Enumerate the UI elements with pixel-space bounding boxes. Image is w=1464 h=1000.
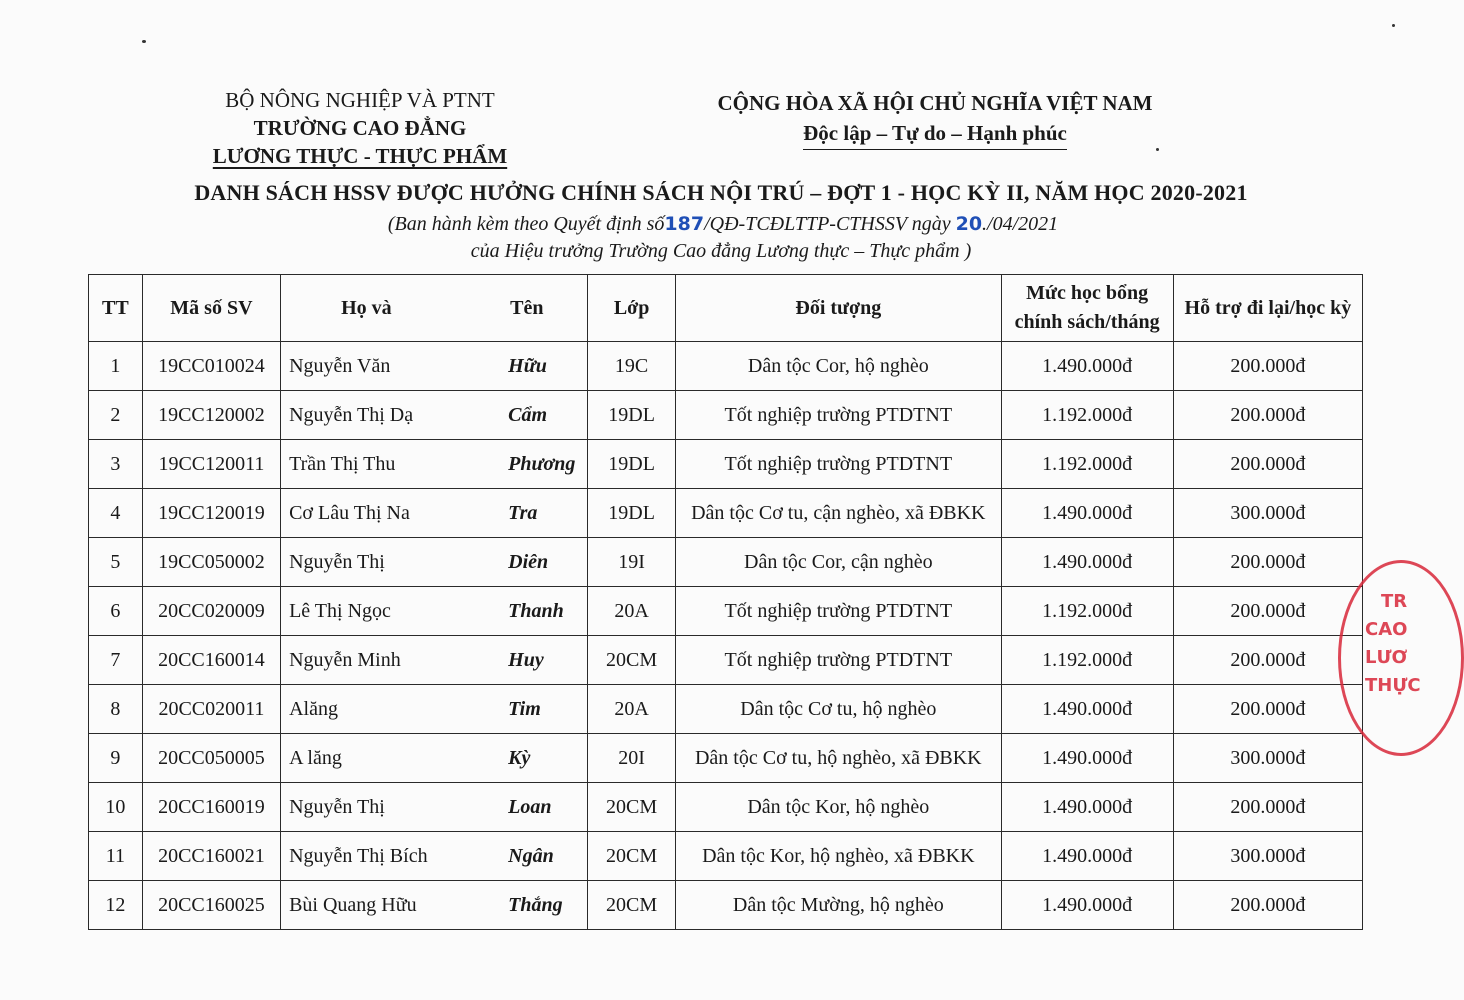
cell-travel-support: 200.000đ [1173, 440, 1362, 489]
cell-travel-support: 300.000đ [1173, 489, 1362, 538]
cell-scholarship: 1.490.000đ [1001, 342, 1173, 391]
cell-given-name: Thanh [504, 587, 587, 636]
header-tt: TT [89, 275, 143, 342]
cell-tt: 10 [89, 783, 143, 832]
cell-scholarship: 1.490.000đ [1001, 489, 1173, 538]
cell-travel-support: 200.000đ [1173, 636, 1362, 685]
stamp-text-4: THỰC [1365, 675, 1421, 696]
cell-scholarship: 1.192.000đ [1001, 391, 1173, 440]
cell-scholarship: 1.490.000đ [1001, 783, 1173, 832]
cell-scholarship: 1.490.000đ [1001, 538, 1173, 587]
table-row [89, 832, 1363, 881]
decision-text-2: /QĐ-TCĐLTTP-CTHSSV ngày [704, 213, 951, 235]
cell-surname: Trần Thị Thu [281, 440, 505, 489]
cell-class: 20CM [588, 783, 676, 832]
cell-travel-support: 200.000đ [1173, 783, 1362, 832]
table-row [89, 391, 1363, 440]
header-class: Lớp [588, 275, 676, 342]
cell-category: Dân tộc Cor, cận nghèo [676, 538, 1002, 587]
header-surname: Họ và [281, 275, 505, 342]
cell-category: Tốt nghiệp trường PTDTNT [676, 587, 1002, 636]
cell-surname: Nguyễn Minh [281, 636, 505, 685]
cell-tt: 3 [89, 440, 143, 489]
cell-surname: Nguyễn Thị Bích [281, 832, 505, 881]
cell-scholarship: 1.192.000đ [1001, 636, 1173, 685]
cell-scholarship: 1.490.000đ [1001, 832, 1173, 881]
cell-tt: 6 [89, 587, 143, 636]
cell-given-name: Thắng [504, 881, 587, 930]
cell-travel-support: 200.000đ [1173, 538, 1362, 587]
national-heading [690, 88, 1180, 150]
cell-surname: Bùi Quang Hữu [281, 881, 505, 930]
cell-student-id: 19CC050002 [142, 538, 280, 587]
cell-travel-support: 200.000đ [1173, 587, 1362, 636]
header-scholarship-line2: chính sách/tháng [1014, 311, 1160, 333]
decision-issuer: của Hiệu trưởng Trường Cao đẳng Lương thực – Thực phẩm ) [470, 240, 972, 262]
cell-tt: 2 [89, 391, 143, 440]
cell-surname: Nguyễn Thị [281, 783, 505, 832]
red-seal-stamp [1338, 560, 1464, 756]
cell-category: Dân tộc Cơ tu, hộ nghèo, xã ĐBKK [676, 734, 1002, 783]
cell-scholarship: 1.490.000đ [1001, 881, 1173, 930]
cell-tt: 5 [89, 538, 143, 587]
stamp-text-1: TR [1381, 591, 1408, 612]
ministry-name: BỘ NÔNG NGHIỆP VÀ PTNT [225, 88, 495, 112]
cell-class: 20I [588, 734, 676, 783]
cell-category: Dân tộc Cơ tu, cận nghèo, xã ĐBKK [676, 489, 1002, 538]
cell-given-name: Tim [504, 685, 587, 734]
cell-scholarship: 1.490.000đ [1001, 734, 1173, 783]
cell-tt: 4 [89, 489, 143, 538]
table-row [89, 783, 1363, 832]
cell-student-id: 19CC120011 [142, 440, 280, 489]
cell-class: 20CM [588, 881, 676, 930]
cell-travel-support: 300.000đ [1173, 832, 1362, 881]
cell-class: 19DL [588, 391, 676, 440]
scan-speck [1156, 148, 1159, 151]
cell-class: 19C [588, 342, 676, 391]
scan-speck [142, 40, 146, 43]
cell-surname: Alăng [281, 685, 505, 734]
table-row [89, 587, 1363, 636]
table-row [89, 440, 1363, 489]
header-given-name: Tên [504, 275, 587, 342]
decision-text-3: ./04/2021 [982, 213, 1059, 235]
table-row [89, 636, 1363, 685]
cell-travel-support: 200.000đ [1173, 685, 1362, 734]
table-row [89, 685, 1363, 734]
stamp-text-2: CAO [1365, 619, 1408, 640]
student-list-table [88, 274, 1363, 930]
header-category: Đối tượng [676, 275, 1002, 342]
cell-scholarship: 1.490.000đ [1001, 685, 1173, 734]
header-scholarship-line1: Mức học bổng [1026, 282, 1149, 304]
cell-tt: 8 [89, 685, 143, 734]
decision-day-handwritten: 20 [955, 213, 983, 235]
cell-category: Dân tộc Cơ tu, hộ nghèo [676, 685, 1002, 734]
cell-travel-support: 200.000đ [1173, 391, 1362, 440]
decision-reference [0, 213, 1446, 236]
cell-given-name: Phương [504, 440, 587, 489]
cell-given-name: Kỳ [504, 734, 587, 783]
school-name-line2 [180, 142, 540, 170]
cell-tt: 1 [89, 342, 143, 391]
table-row [89, 734, 1363, 783]
cell-given-name: Diên [504, 538, 587, 587]
cell-travel-support: 200.000đ [1173, 881, 1362, 930]
cell-class: 20CM [588, 832, 676, 881]
cell-surname: Cơ Lâu Thị Na [281, 489, 505, 538]
cell-scholarship: 1.192.000đ [1001, 440, 1173, 489]
table-body [89, 342, 1363, 930]
cell-class: 20A [588, 685, 676, 734]
school-name-text: LƯƠNG THỰC - THỰC PHẨM [212, 144, 508, 168]
issuing-authority [180, 86, 540, 170]
school-name-line1: TRƯỜNG CAO ĐẲNG [253, 116, 467, 140]
cell-class: 20CM [588, 636, 676, 685]
cell-surname: Lê Thị Ngọc [281, 587, 505, 636]
cell-class: 19I [588, 538, 676, 587]
table-row [89, 489, 1363, 538]
cell-category: Dân tộc Kor, hộ nghèo, xã ĐBKK [676, 832, 1002, 881]
cell-student-id: 20CC020011 [142, 685, 280, 734]
national-motto: Độc lập – Tự do – Hạnh phúc [803, 118, 1067, 150]
document-title: DANH SÁCH HSSV ĐƯỢC HƯỞNG CHÍNH SÁCH NỘI TRÚ – ĐỢT 1 - HỌC KỲ II, NĂM HỌC 2020-2021 [194, 180, 1248, 205]
cell-travel-support: 300.000đ [1173, 734, 1362, 783]
cell-given-name: Tra [504, 489, 587, 538]
cell-given-name: Hữu [504, 342, 587, 391]
cell-tt: 12 [89, 881, 143, 930]
cell-student-id: 20CC160019 [142, 783, 280, 832]
cell-category: Dân tộc Kor, hộ nghèo [676, 783, 1002, 832]
cell-travel-support: 200.000đ [1173, 342, 1362, 391]
cell-student-id: 19CC120019 [142, 489, 280, 538]
decision-number-handwritten: 187 [664, 213, 705, 235]
cell-student-id: 20CC160014 [142, 636, 280, 685]
cell-category: Dân tộc Cor, hộ nghèo [676, 342, 1002, 391]
cell-surname: Nguyễn Thị [281, 538, 505, 587]
cell-given-name: Huy [504, 636, 587, 685]
cell-student-id: 19CC120002 [142, 391, 280, 440]
cell-given-name: Cẩm [504, 391, 587, 440]
cell-student-id: 20CC020009 [142, 587, 280, 636]
stamp-text-3: LƯƠ [1365, 647, 1408, 668]
cell-tt: 9 [89, 734, 143, 783]
header-scholarship [1001, 275, 1173, 342]
table-row [89, 538, 1363, 587]
header-travel-support: Hỗ trợ đi lại/học kỳ [1173, 275, 1362, 342]
header-student-id: Mã số SV [142, 275, 280, 342]
table-row [89, 342, 1363, 391]
country-name: CỘNG HÒA XÃ HỘI CHỦ NGHĨA VIỆT NAM [717, 91, 1153, 115]
cell-scholarship: 1.192.000đ [1001, 587, 1173, 636]
cell-class: 19DL [588, 440, 676, 489]
cell-class: 19DL [588, 489, 676, 538]
scan-speck [1392, 24, 1395, 27]
cell-category: Dân tộc Mường, hộ nghèo [676, 881, 1002, 930]
cell-tt: 7 [89, 636, 143, 685]
table-row [89, 881, 1363, 930]
cell-given-name: Ngân [504, 832, 587, 881]
cell-student-id: 20CC160021 [142, 832, 280, 881]
cell-category: Tốt nghiệp trường PTDTNT [676, 636, 1002, 685]
decision-text-1: (Ban hành kèm theo Quyết định số [387, 213, 665, 235]
cell-given-name: Loan [504, 783, 587, 832]
cell-category: Tốt nghiệp trường PTDTNT [676, 440, 1002, 489]
cell-surname: A lăng [281, 734, 505, 783]
cell-category: Tốt nghiệp trường PTDTNT [676, 391, 1002, 440]
cell-tt: 11 [89, 832, 143, 881]
cell-student-id: 20CC160025 [142, 881, 280, 930]
cell-surname: Nguyễn Văn [281, 342, 505, 391]
table-header-row [89, 275, 1363, 342]
cell-surname: Nguyễn Thị Dạ [281, 391, 505, 440]
cell-class: 20A [588, 587, 676, 636]
cell-student-id: 19CC010024 [142, 342, 280, 391]
cell-student-id: 20CC050005 [142, 734, 280, 783]
